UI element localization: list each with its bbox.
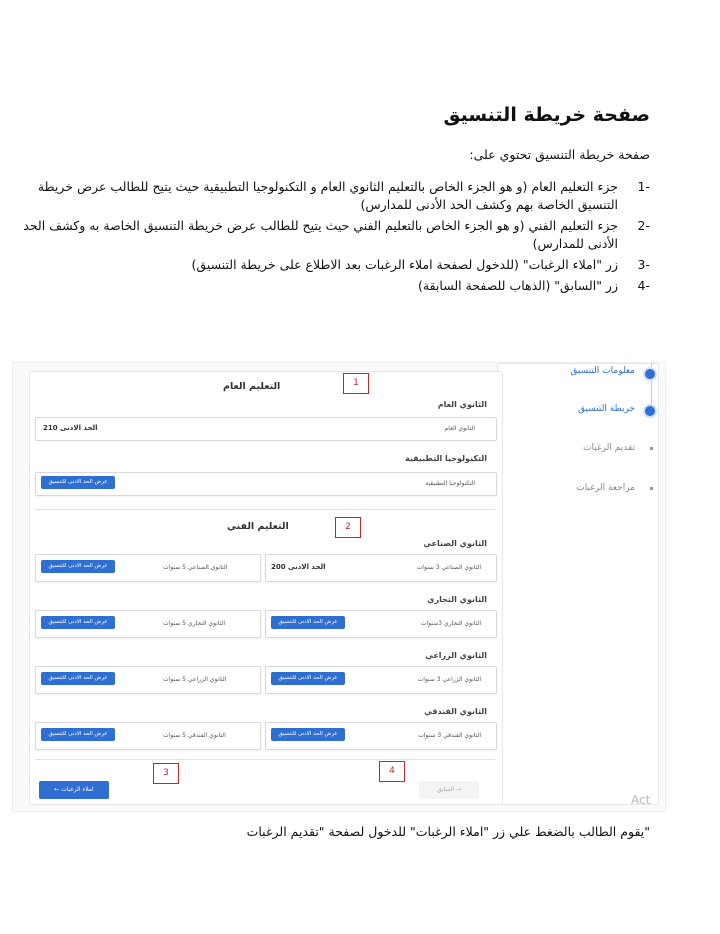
agricultural-5y-field: الثانوي الزراعي 5 سنوات xyxy=(163,676,227,683)
previous-button[interactable] xyxy=(419,781,479,799)
list-number: -2 xyxy=(637,218,650,233)
agricultural-label: الثانوي الزراعي xyxy=(425,651,487,660)
divider xyxy=(35,759,495,760)
hotel-5y-min-button[interactable]: عرض الحد الادنى للتنسيق xyxy=(41,728,115,741)
hotel-label: الثانوي الفندقي xyxy=(424,707,487,716)
applied-tech-min-button[interactable]: عرض الحد الادنى للتنسيق xyxy=(41,476,115,489)
applied-tech-label: التكنولوجيا التطبيقية xyxy=(405,454,487,463)
list-number: -3 xyxy=(637,257,650,272)
doc-intro: صفحة خريطة التنسيق تحتوي على: xyxy=(469,147,650,162)
step-coordination-map[interactable]: خريطة التنسيق xyxy=(577,404,635,414)
commercial-3y-field: الثانوي التجاري 3سنوات xyxy=(420,620,481,627)
divider xyxy=(35,509,495,510)
step-mark xyxy=(650,487,653,490)
agricultural-3y-field: الثانوي الزراعي 3 سنوات xyxy=(417,676,481,683)
general-secondary-row xyxy=(35,417,497,441)
doc-footer: "يقوم الطالب بالضغط علي زر "املاء الرغبات" للدخول لصفحة "تقديم الرغبات xyxy=(246,824,650,839)
step-review-choices[interactable]: مراجعة الرغبات xyxy=(576,483,635,493)
general-secondary-min: الحد الادنى 210 xyxy=(43,424,98,432)
arrow-right-icon: → xyxy=(456,786,462,793)
arrow-left-icon: ← xyxy=(54,786,60,793)
industrial-3y-field: الثانوي الصناعي 3 سنوات xyxy=(416,564,481,571)
list-number: -4 xyxy=(637,278,650,293)
list-text: جزء التعليم العام (و هو الجزء الخاص بالتعليم الثانوي العام و التكنولوجيا التطبيقية حيث يتيح للطالب عرض خريطة التنسيق الخاصة بهم وكشف الحد الأدنى للمدارس) xyxy=(37,179,618,212)
callout-2: 2 xyxy=(335,517,361,538)
list-item xyxy=(10,178,650,214)
applied-tech-field: التكنولوجيا التطبيقية xyxy=(425,480,475,487)
embedded-screenshot xyxy=(12,362,666,812)
callout-3: 3 xyxy=(153,763,179,784)
general-education-title: التعليم العام xyxy=(223,381,281,392)
list-text: زر "السابق" (الذهاب للصفحة السابقة) xyxy=(418,278,618,293)
watermark-text: Act xyxy=(631,793,651,807)
technical-education-title: التعليم الفني xyxy=(227,521,289,532)
step-coordination-info[interactable]: معلومات التنسيق xyxy=(570,366,635,376)
list-number: -1 xyxy=(637,179,650,194)
step-submit-choices[interactable]: تقديم الرغبات xyxy=(583,443,635,453)
step-dot-active xyxy=(643,404,657,418)
hotel-5y-field: الثانوي الفندقي 5 سنوات xyxy=(163,732,226,739)
commercial-label: الثانوي التجاري xyxy=(427,595,487,604)
commercial-5y-field: الثانوي التجاري 5 سنوات xyxy=(163,620,226,627)
step-mark xyxy=(650,447,653,450)
list-text: زر "املاء الرغبات" (للدخول لصفحة املاء الرغبات بعد الاطلاع على خريطة التنسيق) xyxy=(191,257,618,272)
callout-1: 1 xyxy=(343,373,369,394)
commercial-5y-min-button[interactable]: عرض الحد الادنى للتنسيق xyxy=(41,616,115,629)
industrial-3y-min: الحد الادنى 200 xyxy=(271,563,326,571)
industrial-5y-min-button[interactable]: عرض الحد الادنى للتنسيق xyxy=(41,560,115,573)
list-text: جزء التعليم الفني (و هو الجزء الخاص بالتعليم الفني حيث يتيح للطالب عرض خريطة التنسيق الخاصة به وكشف الحد الأدنى للمدارس) xyxy=(23,218,618,251)
industrial-5y-field: الثانوي الصناعي 5 سنوات xyxy=(163,564,228,571)
hotel-3y-min-button[interactable]: عرض الحد الادنى للتنسيق xyxy=(271,728,345,741)
agricultural-3y-min-button[interactable]: عرض الحد الادنى للتنسيق xyxy=(271,672,345,685)
doc-title: صفحة خريطة التنسيق xyxy=(443,104,650,126)
agricultural-5y-min-button[interactable]: عرض الحد الادنى للتنسيق xyxy=(41,672,115,685)
general-secondary-field: الثانوي العام xyxy=(444,425,475,432)
list-item xyxy=(10,256,650,274)
fill-choices-label: املاء الرغبات xyxy=(61,786,94,793)
doc-list xyxy=(10,178,650,298)
commercial-3y-min-button[interactable]: عرض الحد الادنى للتنسيق xyxy=(271,616,345,629)
list-item xyxy=(10,217,650,253)
step-dot-done xyxy=(643,367,657,381)
stepper-card xyxy=(497,363,659,805)
stepper-sidebar xyxy=(497,363,665,803)
list-item xyxy=(10,277,650,295)
fill-choices-button[interactable] xyxy=(39,781,109,799)
previous-label: السابق xyxy=(436,786,455,793)
industrial-label: الثانوي الصناعي xyxy=(423,539,487,548)
callout-4: 4 xyxy=(379,761,405,782)
hotel-3y-field: الثانوي الفندقي 3 سنوات xyxy=(418,732,481,739)
general-secondary-label: الثانوي العام xyxy=(437,400,487,409)
